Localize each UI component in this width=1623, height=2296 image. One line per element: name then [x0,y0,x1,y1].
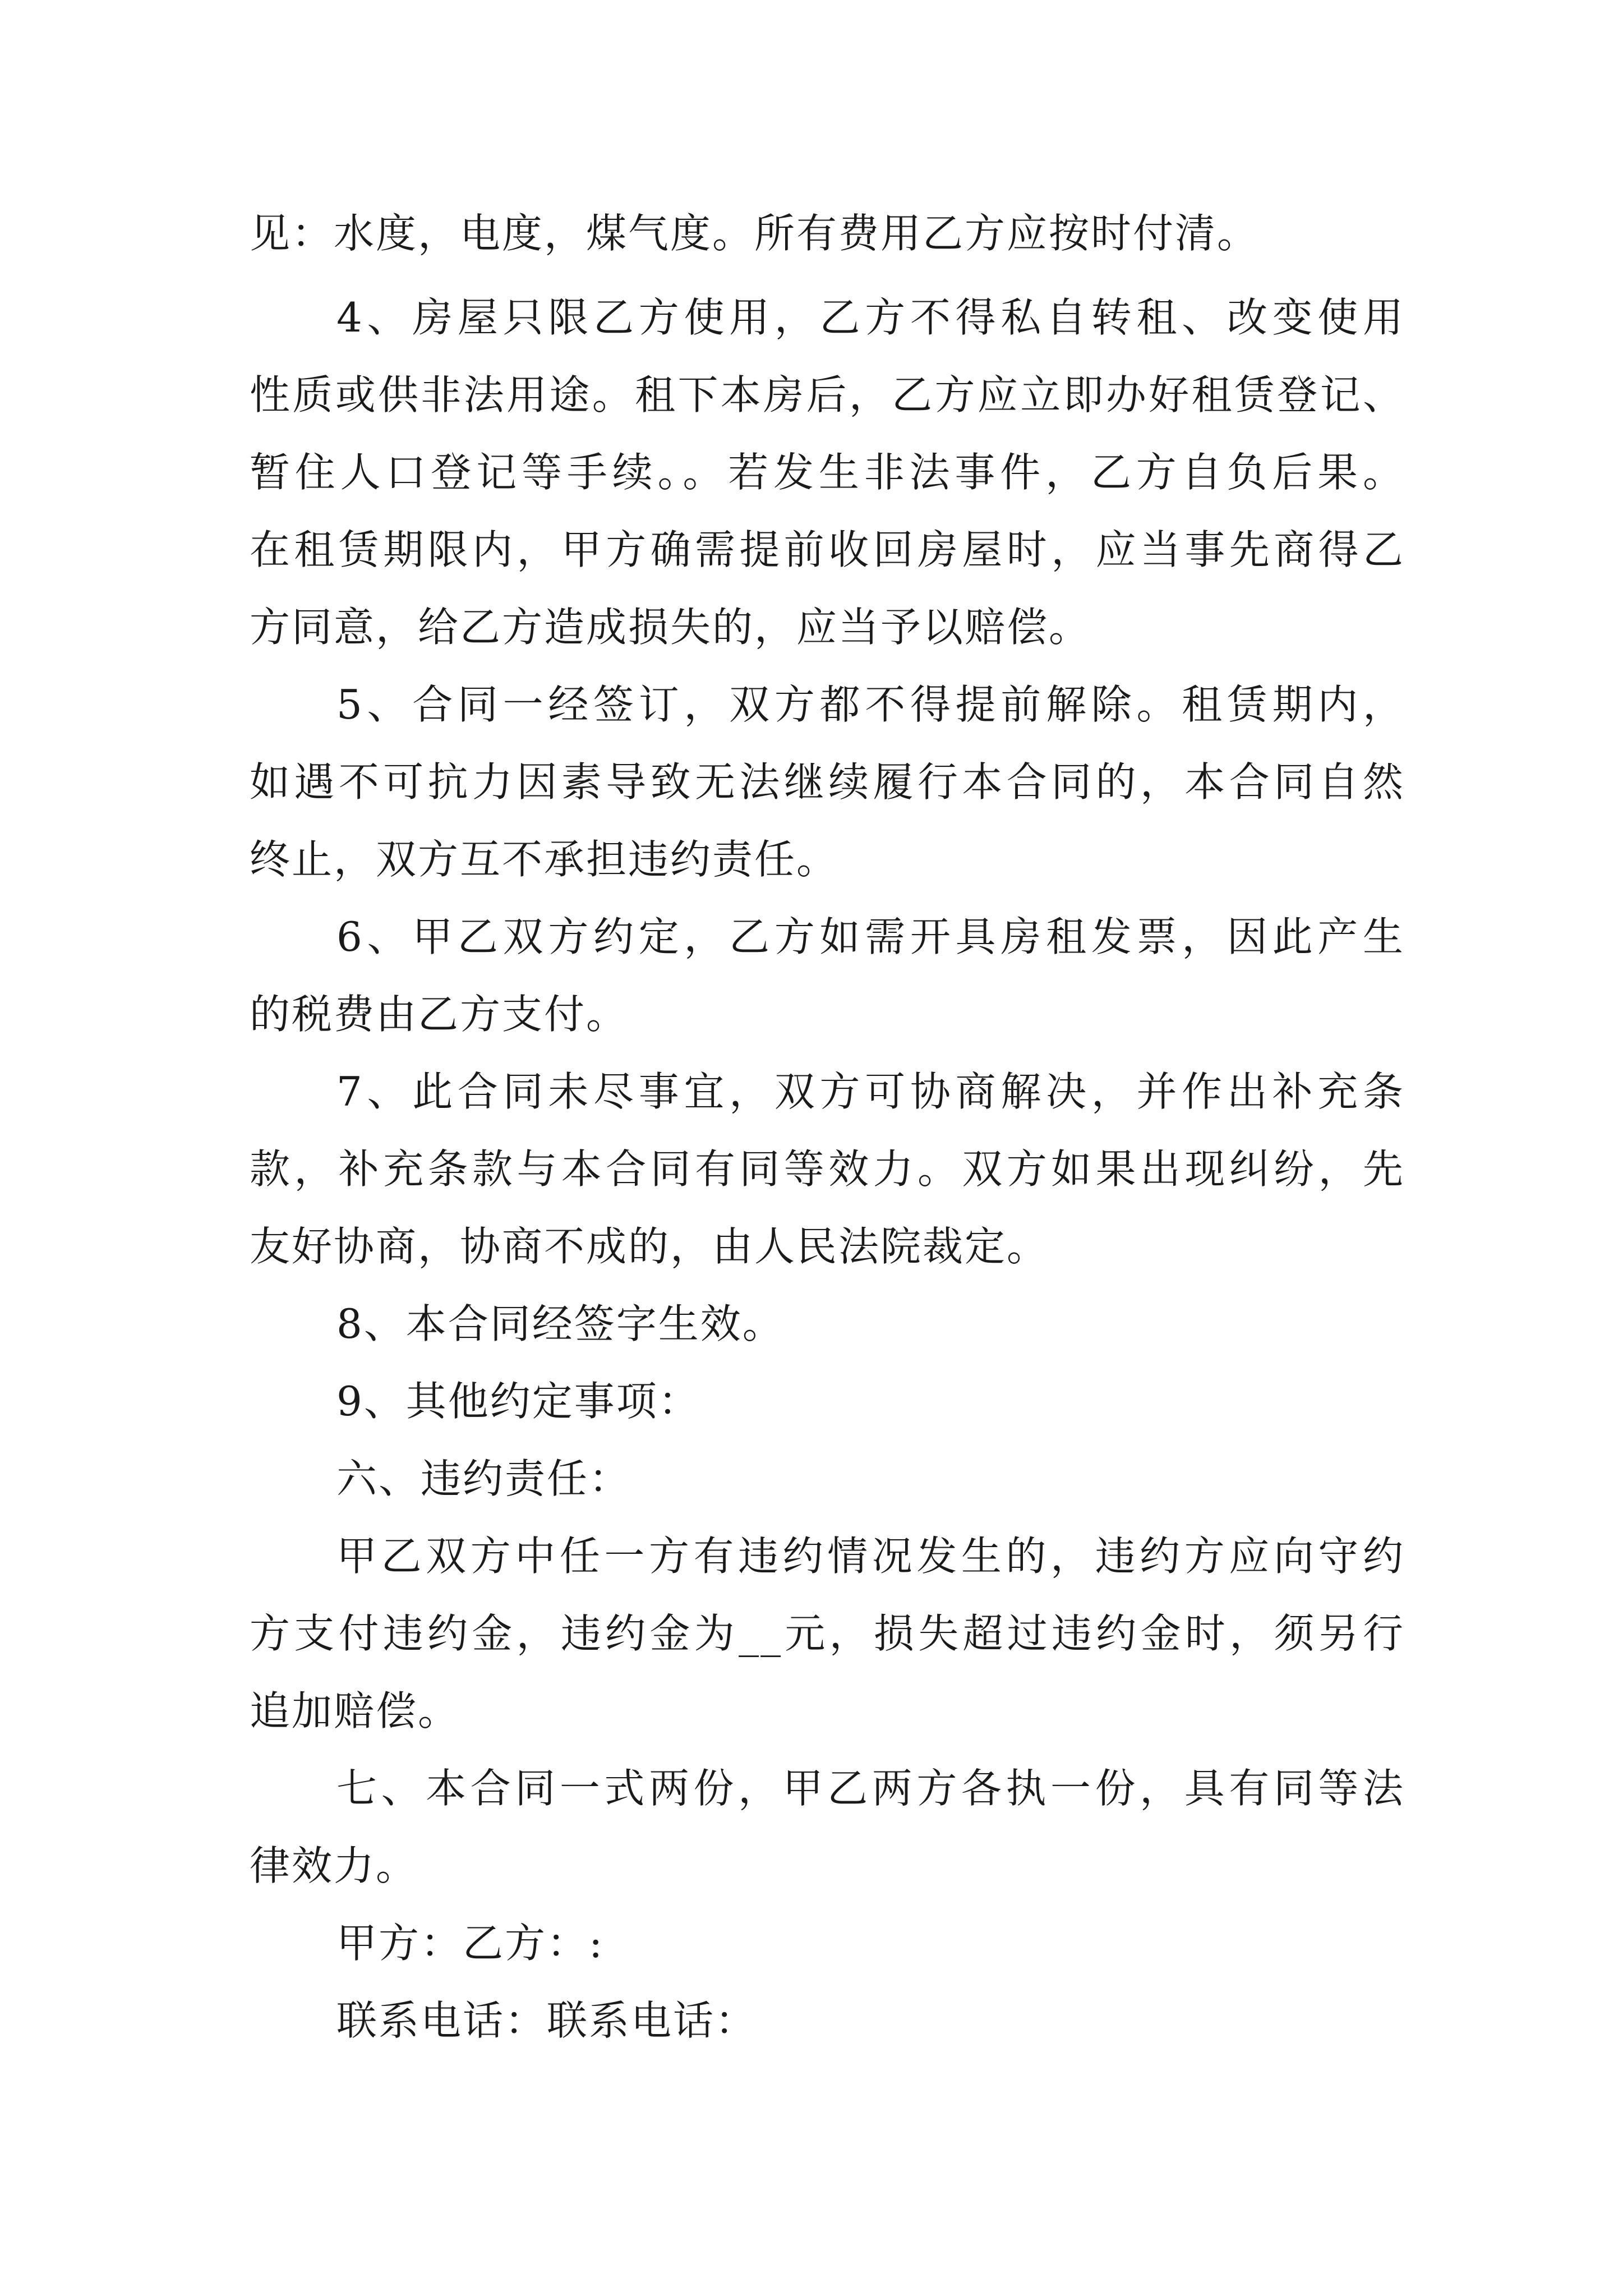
clause-4-line-4: 在租赁期限内，甲方确需提前收回房屋时，应当事先商得乙 [250,526,1405,573]
clause-7-line-1: 7、此合同未尽事宜，双方可协商解决，并作出补充条 [336,1068,1405,1115]
section-7-line-2: 律效力。 [250,1842,418,1889]
clause-8: 8、本合同经签字生效。 [336,1300,785,1347]
breach-line-2: 方支付违约金，违约金为__元，损失超过违约金时，须另行 [250,1610,1405,1657]
clause-9: 9、其他约定事项： [336,1378,700,1425]
clause-5-line-1: 5、合同一经签订，双方都不得提前解除。租赁期内， [336,681,1405,728]
clause-7-line-3: 友好协商，协商不成的，由人民法院裁定。 [250,1223,1049,1270]
clause-7-line-2: 款，补充条款与本合同有同等效力。双方如果出现纠纷，先 [250,1145,1405,1193]
signature-parties: 甲方：乙方：: [336,1920,605,1967]
signature-phones: 联系电话：联系电话： [336,1997,758,2044]
clause-5-line-2: 如遇不可抗力因素导致无法继续履行本合同的，本合同自然 [250,758,1405,806]
clause-4-line-1: 4、房屋只限乙方使用，乙方不得私自转租、改变使用 [336,294,1405,341]
section-7-line-1: 七、本合同一式两份，甲乙两方各执一份，具有同等法 [336,1765,1405,1812]
section-6-heading: 六、违约责任： [336,1455,631,1502]
text-line-1: 见：水度，电度，煤气度。所有费用乙方应按时付清。 [250,210,1260,257]
breach-line-3: 追加赔偿。 [250,1687,460,1734]
clause-6-line-1: 6、甲乙双方约定，乙方如需开具房租发票，因此产生 [336,913,1405,960]
clause-6-line-2: 的税费由乙方支付。 [250,991,629,1038]
clause-5-line-3: 终止，双方互不承担违约责任。 [250,836,839,883]
clause-4-line-3: 暂住人口登记等手续。。若发生非法事件，乙方自负后果。 [250,449,1405,496]
clause-4-line-2: 性质或供非法用途。租下本房后，乙方应立即办好租赁登记、 [250,371,1405,418]
breach-line-1: 甲乙双方中任一方有违约情况发生的，违约方应向守约 [336,1533,1405,1580]
clause-4-line-5: 方同意，给乙方造成损失的，应当予以赔偿。 [250,604,1091,651]
